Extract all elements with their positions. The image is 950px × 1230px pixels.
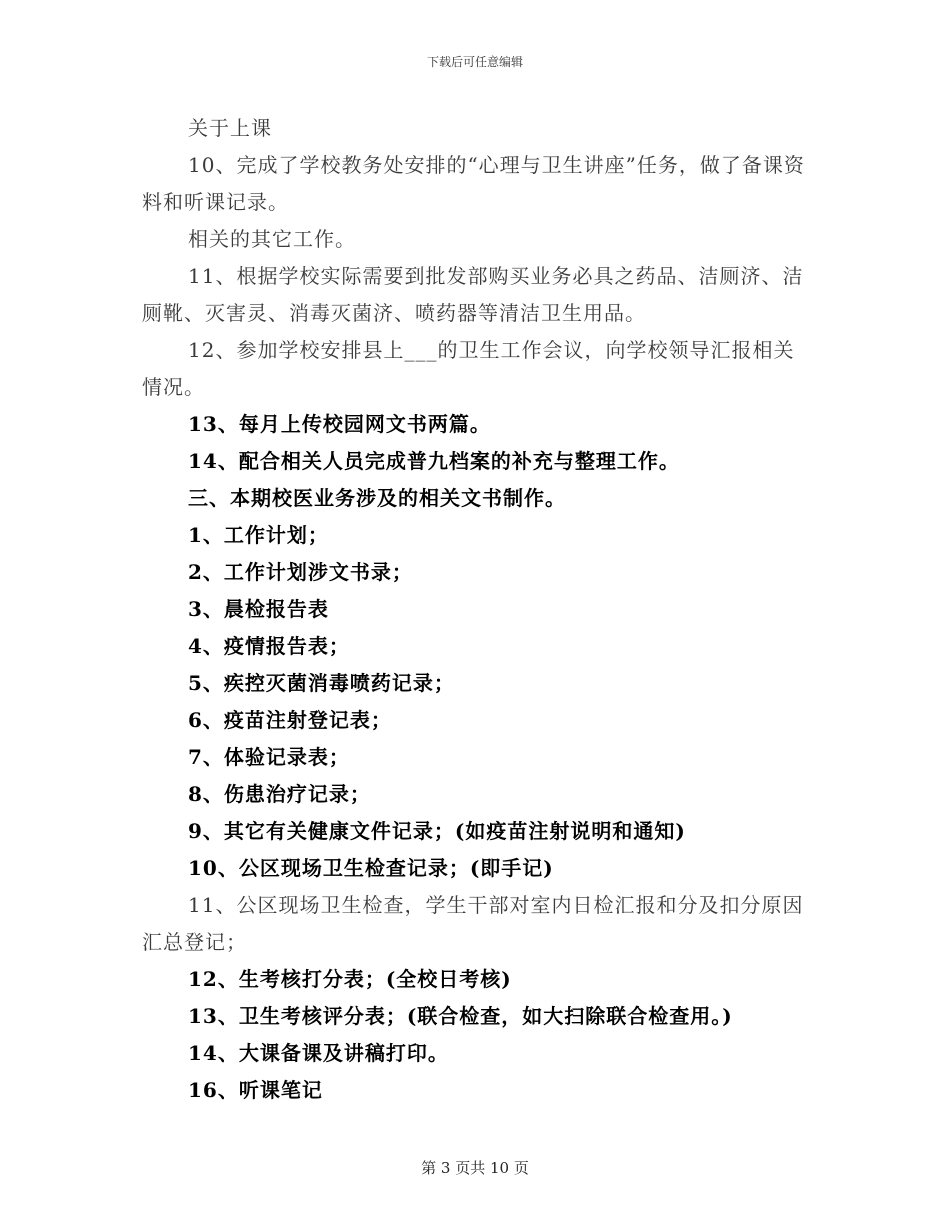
paragraph: 14、配合相关人员完成普九档案的补充与整理工作。	[188, 449, 680, 473]
list-item: 7、体验记录表；	[188, 745, 350, 769]
page-footer: 第 3 页共 10 页	[421, 1159, 529, 1177]
list-item: 1、工作计划；	[188, 523, 329, 547]
list-item: 6、疫苗注射登记表；	[188, 708, 392, 732]
paragraph: 关于上课	[188, 116, 272, 140]
paragraph: 相关的其它工作。	[188, 227, 356, 251]
paragraph: 12、参加学校安排县上___的卫生工作会议，向学校领导汇报相关情况。	[142, 338, 795, 399]
list-item: 9、其它有关健康文件记录；(如疫苗注射说明和通知)	[188, 819, 686, 843]
list-item: 10、公区现场卫生检查记录；(即手记)	[188, 856, 554, 880]
list-item: 11、公区现场卫生检查，学生干部对室内日检汇报和分及扣分原因汇总登记；	[142, 893, 804, 954]
paragraph: 10、完成了学校教务处安排的“心理与卫生讲座”任务，做了备课资料和听课记录。	[142, 153, 805, 214]
paragraph: 11、根据学校实际需要到批发部购买业务必具之药品、洁厕济、洁厕靴、灭害灵、消毒灭菌济、喷药器等清洁卫生用品。	[142, 264, 804, 325]
list-item: 5、疾控灭菌消毒喷药记录；	[188, 671, 455, 695]
list-item: 4、疫情报告表；	[188, 634, 350, 658]
list-item: 3、晨检报告表	[188, 597, 329, 621]
list-item: 16、听课笔记	[188, 1078, 323, 1102]
paragraph: 13、每月上传校园网文书两篇。	[188, 412, 491, 436]
page-header: 下载后可任意编辑	[426, 55, 523, 69]
document-body	[142, 110, 812, 1109]
list-item: 12、生考核打分表；(全校日考核)	[188, 967, 512, 991]
section-heading: 三、本期校医业务涉及的相关文书制作。	[188, 486, 566, 510]
list-item: 13、卫生考核评分表；(联合检查，如大扫除联合检查用。)	[188, 1004, 733, 1028]
list-item: 2、工作计划涉文书录；	[188, 560, 413, 584]
list-item: 8、伤患治疗记录；	[188, 782, 371, 806]
list-item: 14、大课备课及讲稿打印。	[188, 1041, 449, 1065]
